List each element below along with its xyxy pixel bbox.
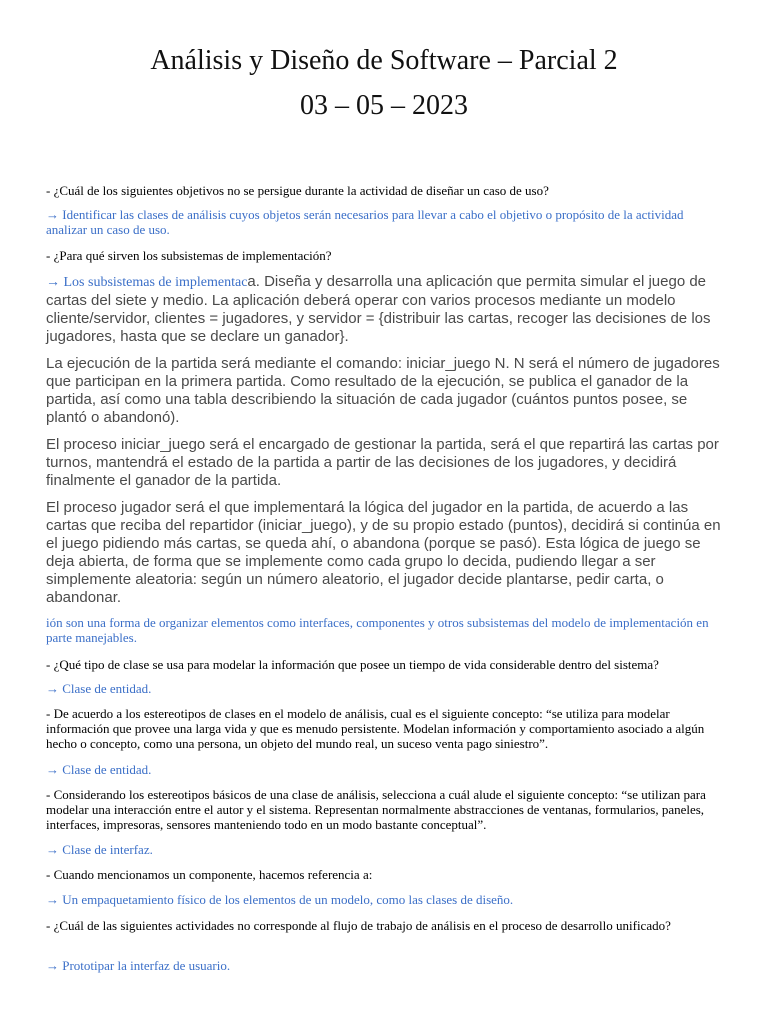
- pasted-paragraph-4: El proceso jugador será el que implementará la lógica del jugador en la partida, de acuerdo a las cartas que reciba del repartidor (iniciar_juego), y de su propio estado (puntos), decidirá si continúa en el juego pidiendo más cartas, se queda ahí, o abandona (porque se pasó). Esta lógica de juego se deja abierta, de forma que se implemente como cada grupo lo decida, pudiendo llegar a ser simplemente aleatoria: según un número aleatorio, el jugador decide plantarse, pedir carta, o abandonar.: [46, 499, 721, 606]
- answer-4: → Clase de entidad.: [46, 762, 152, 777]
- answer-7: → Prototipar la interfaz de usuario.: [46, 958, 231, 973]
- arrow-icon: →: [46, 892, 59, 907]
- document-date: 03 – 05 – 2023: [300, 90, 468, 121]
- answer-6: → Un empaquetamiento físico de los elementos de un modelo, como las clases de diseño.: [46, 892, 514, 907]
- question-3: - ¿Qué tipo de clase se usa para modelar la información que posee un tiempo de vida considerable dentro del sistema?: [46, 657, 659, 672]
- question-4: - De acuerdo a los estereotipos de clases en el modelo de análisis, cual es el siguiente concepto: “se utiliza para modelar información que provee una larga vida y que es menudo persistente. Modelan información y comportamiento asociado a algún hecho o concepto, como una persona, un objeto del mundo real, un suceso venta pago siniestro”.: [46, 706, 705, 751]
- arrow-icon: →: [46, 275, 60, 290]
- pasted-paragraph-2: La ejecución de la partida será mediante el comando: iniciar_juego N. N será el número de jugadores que participan en la primera partida. Como resultado de la ejecución, se publica el ganador de la partida, así como una tabla describiendo la situación de cada jugador (cuántos puntos posee, se plantó o abandonó).: [46, 355, 720, 426]
- document-title: Análisis y Diseño de Software – Parcial 2: [150, 45, 618, 76]
- arrow-icon: →: [46, 762, 59, 777]
- arrow-icon: →: [46, 681, 59, 696]
- arrow-icon: →: [46, 207, 59, 222]
- answer-5: → Clase de interfaz.: [46, 842, 153, 857]
- question-5: - Considerando los estereotipos básicos de una clase de análisis, selecciona a cuál alude el siguiente concepto: “se utilizan para modelar una interacción entre el autor y el sistema. Representan normalmente abstracciones de ventanas, formularios, paneles, interfaces, impresoras, sensores manteniendo todo en un modo bastante conceptual”.: [46, 787, 706, 832]
- question-7: - ¿Cuál de las siguientes actividades no corresponde al flujo de trabajo de análisis en el proceso de desarrollo unificado?: [46, 918, 671, 933]
- question-6: - Cuando mencionamos un componente, hacemos referencia a:: [46, 867, 373, 882]
- arrow-icon: →: [46, 842, 59, 857]
- answer-1-text: Identificar las clases de análisis cuyos objetos serán necesarios para llevar a cabo el objetivo o propósito de la actividad analizar un caso de uso.: [46, 207, 684, 237]
- pasted-paragraph-3: El proceso iniciar_juego será el encargado de gestionar la partida, será el que repartirá las cartas por turnos, mantendrá el estado de la partida a partir de las decisiones de los jugadores, y decidirá finalmente el ganador de la partida.: [46, 436, 719, 489]
- answer-2-start: → Los subsistemas de implementac: [46, 275, 248, 290]
- question-1: - ¿Cuál de los siguientes objetivos no se persigue durante la actividad de diseñar un caso de uso?: [46, 183, 549, 198]
- question-2: - ¿Para qué sirven los subsistemas de implementación?: [46, 248, 332, 263]
- answer-1: [46, 207, 726, 237]
- answer-2-end: ión son una forma de organizar elementos como interfaces, componentes y otros subsistemas del modelo de implementación en parte manejables.: [46, 615, 709, 645]
- paragraph-1-text: a. Diseña y desarrolla una aplicación que permita simular el juego de cartas del siete y medio. La aplicación deberá operar con varios procesos mediante un modelo cliente/servidor, clientes = jugadores, y servidor = {distribuir las cartas, recoger las decisiones de los jugadores, hasta que se declare un ganador}.: [46, 273, 711, 345]
- answer-3: → Clase de entidad.: [46, 681, 152, 696]
- pasted-paragraph-1: [46, 273, 726, 346]
- arrow-icon: →: [46, 958, 59, 973]
